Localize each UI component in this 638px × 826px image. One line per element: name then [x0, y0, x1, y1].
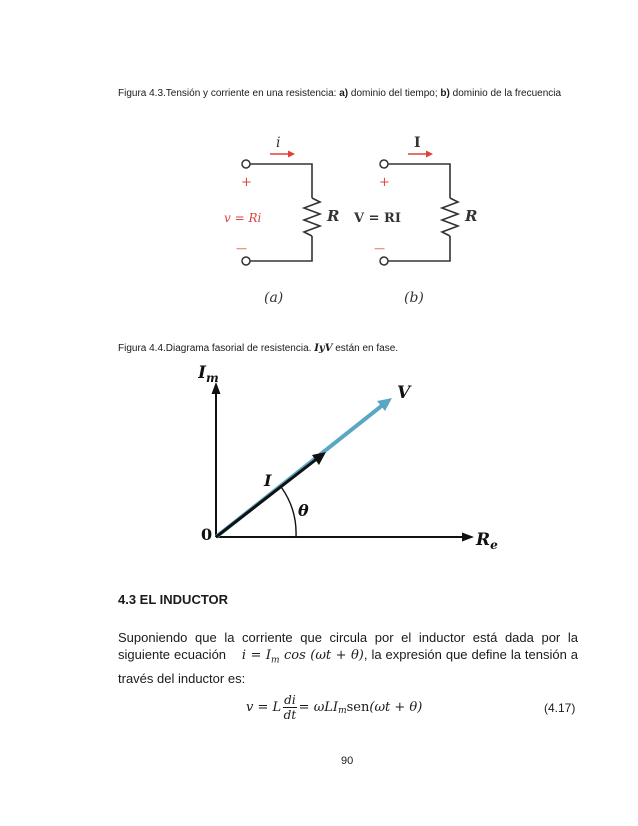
- x-axis-label: [475, 530, 498, 552]
- y-axis-label-sub: m: [205, 371, 219, 385]
- eq-fraction: [283, 693, 297, 722]
- body-paragraph: [118, 629, 578, 687]
- current-label-b: I: [414, 135, 421, 151]
- eq-mid-sub: m: [338, 706, 347, 716]
- terminal-bottom-a: [242, 257, 250, 265]
- eq-sen: sen: [346, 700, 370, 715]
- voltage-equation-a: v = Ri: [224, 211, 262, 225]
- caption-variables: IyV: [314, 343, 333, 354]
- y-axis-label-main: I: [198, 363, 206, 383]
- caption-text: están en fase.: [332, 343, 399, 354]
- inline-eq-rest: cos (ωt + θ): [279, 648, 364, 663]
- current-label-a: i: [276, 135, 281, 151]
- paragraph-text: Suponiendo que la corriente que circula por el inductor está dada por la siguiente ecuación: [118, 630, 578, 662]
- origin-label: 0: [201, 525, 213, 544]
- resistor-label-b: R: [465, 207, 478, 225]
- caption-part-b: b): [440, 88, 450, 99]
- x-axis-label-main: R: [476, 530, 491, 550]
- voltage-equation-b: V = RI: [354, 211, 401, 226]
- figure-4-3-circuits: [200, 118, 500, 318]
- terminal-bottom-b: [380, 257, 388, 265]
- equation-number: (4.17): [544, 701, 576, 715]
- figure-4-4-phasor-diagram: [198, 356, 508, 556]
- inline-equation: [241, 648, 364, 666]
- angle-arc: [282, 488, 297, 538]
- caption-part-a: a): [339, 88, 349, 99]
- y-axis-label: [198, 363, 219, 385]
- x-axis-label-sub: e: [490, 538, 498, 552]
- page-number: 90: [341, 755, 354, 767]
- minus-sign-b: —: [374, 242, 385, 255]
- equation-4-17: [246, 693, 422, 722]
- terminal-top-b: [380, 160, 388, 168]
- inline-eq-sub: m: [270, 655, 280, 666]
- paragraph-text: , la expresión que define la tensión a través del inductor es:: [118, 647, 579, 686]
- plus-sign-a: +: [241, 175, 252, 190]
- circuit-label-a: (a): [264, 290, 284, 306]
- figure-4-3-caption: [118, 87, 578, 100]
- circuit-label-b: (b): [404, 290, 424, 306]
- minus-sign-a: —: [236, 242, 247, 255]
- eq-mid: = ωLI: [298, 700, 339, 715]
- resistor-label-a: R: [327, 207, 340, 225]
- caption-text: Figura 4.3.Tensión y corriente en una resistencia:: [118, 88, 340, 99]
- phasor-i-label: I: [264, 471, 272, 490]
- phasor-i-line: [216, 458, 318, 537]
- inline-eq-main: i = I: [241, 648, 271, 663]
- phasor-v-label: V: [397, 383, 411, 403]
- eq-denominator: dt: [283, 708, 297, 722]
- angle-label: θ: [298, 501, 309, 520]
- eq-numerator: di: [284, 693, 296, 707]
- caption-text: dominio de la frecuencia: [449, 88, 562, 99]
- plus-sign-b: +: [379, 175, 390, 190]
- eq-rhs: (ωt + θ): [369, 700, 423, 715]
- caption-text: Figura 4.4.Diagrama fasorial de resistencia.: [118, 343, 315, 354]
- section-heading: 4.3 EL INDUCTOR: [118, 592, 229, 607]
- caption-text: dominio del tiempo;: [348, 88, 441, 99]
- eq-lhs: v = L: [246, 700, 282, 715]
- arrow-head-icon: [462, 533, 474, 542]
- figure-4-4-caption: [118, 342, 398, 355]
- terminal-top-a: [242, 160, 250, 168]
